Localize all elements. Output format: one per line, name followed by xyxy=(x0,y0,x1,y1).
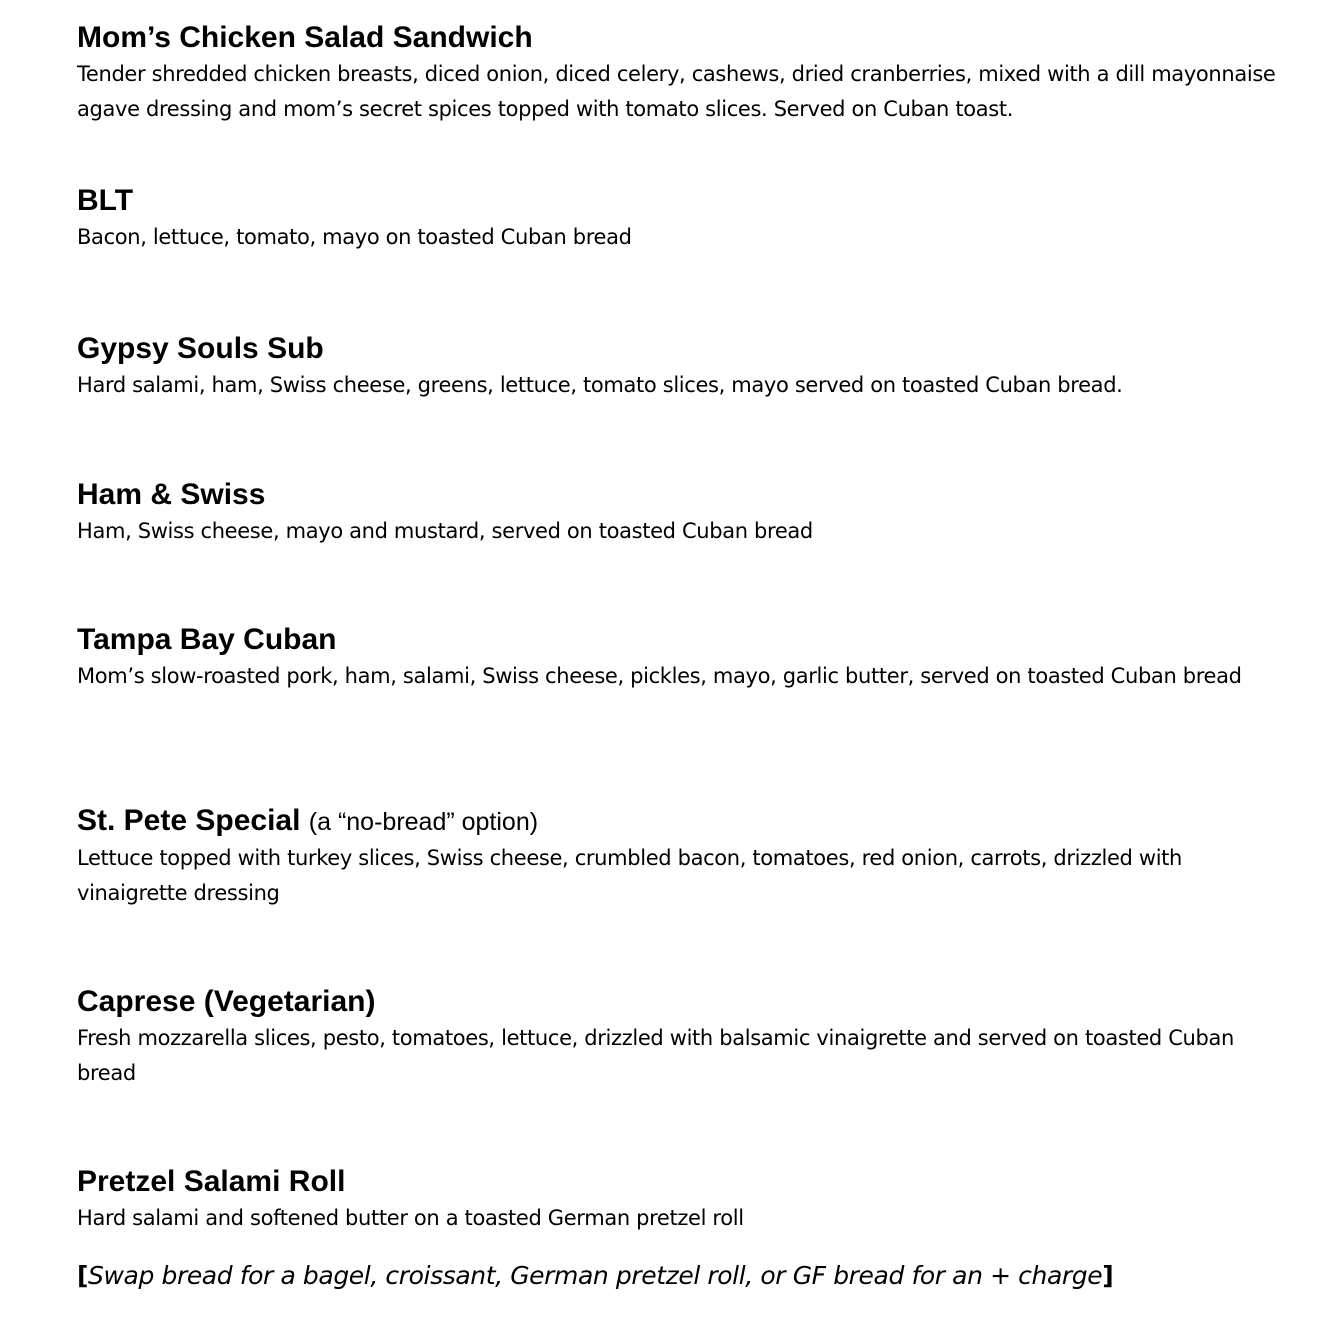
item-name: Pretzel Salami Roll xyxy=(77,1165,346,1198)
menu-item-pretzel-salami-roll xyxy=(77,1165,1277,1236)
menu-item-moms-chicken-salad xyxy=(77,21,1277,127)
item-description: Bacon, lettuce, tomato, mayo on toasted Cuban bread xyxy=(77,225,632,249)
item-description: Hard salami and softened butter on a toasted German pretzel roll xyxy=(77,1206,744,1230)
bread-swap-text: Swap bread for a bagel, croissant, German pretzel roll, or GF bread for an + charge xyxy=(88,1261,1103,1290)
item-name: Caprese (Vegetarian) xyxy=(77,985,376,1018)
item-description: Lettuce topped with turkey slices, Swiss cheese, crumbled bacon, tomatoes, red onion, carrots, drizzled with vinaigrette dressing xyxy=(77,846,1183,905)
menu-item-tampa-bay-cuban xyxy=(77,623,1277,694)
menu-item-st-pete-special xyxy=(77,804,1277,911)
item-name: Gypsy Souls Sub xyxy=(77,332,324,365)
item-name: BLT xyxy=(77,184,134,217)
item-description: Fresh mozzarella slices, pesto, tomatoes, lettuce, drizzled with balsamic vinaigrette and served on toasted Cuban bread xyxy=(77,1026,1234,1085)
item-description: Ham, Swiss cheese, mayo and mustard, served on toasted Cuban bread xyxy=(77,519,813,543)
item-name: Tampa Bay Cuban xyxy=(77,623,337,656)
item-description: Mom’s slow-roasted pork, ham, salami, Swiss cheese, pickles, mayo, garlic butter, served on toasted Cuban bread xyxy=(77,664,1242,688)
bread-swap-note xyxy=(77,1258,1113,1294)
item-description: Tender shredded chicken breasts, diced onion, diced celery, cashews, dried cranberries, mixed with a dill mayonnaise agave dressing and mom’s secret spices topped with tomato slices. Served on Cuban toast. xyxy=(77,62,1276,121)
item-name: St. Pete Special (a “no-bread” option) xyxy=(77,804,539,837)
open-bracket: [ xyxy=(77,1261,89,1290)
item-name: Ham & Swiss xyxy=(77,478,266,511)
item-description: Hard salami, ham, Swiss cheese, greens, lettuce, tomato slices, mayo served on toasted Cuban bread. xyxy=(77,373,1123,397)
close-bracket: ] xyxy=(1102,1261,1114,1290)
menu-item-gypsy-souls-sub xyxy=(77,332,1277,403)
item-note: (a “no-bread” option) xyxy=(308,808,539,836)
menu-item-blt xyxy=(77,184,1277,255)
menu-item-ham-and-swiss xyxy=(77,478,1277,549)
menu-item-caprese xyxy=(77,985,1277,1091)
item-name: Mom’s Chicken Salad Sandwich xyxy=(77,21,533,54)
